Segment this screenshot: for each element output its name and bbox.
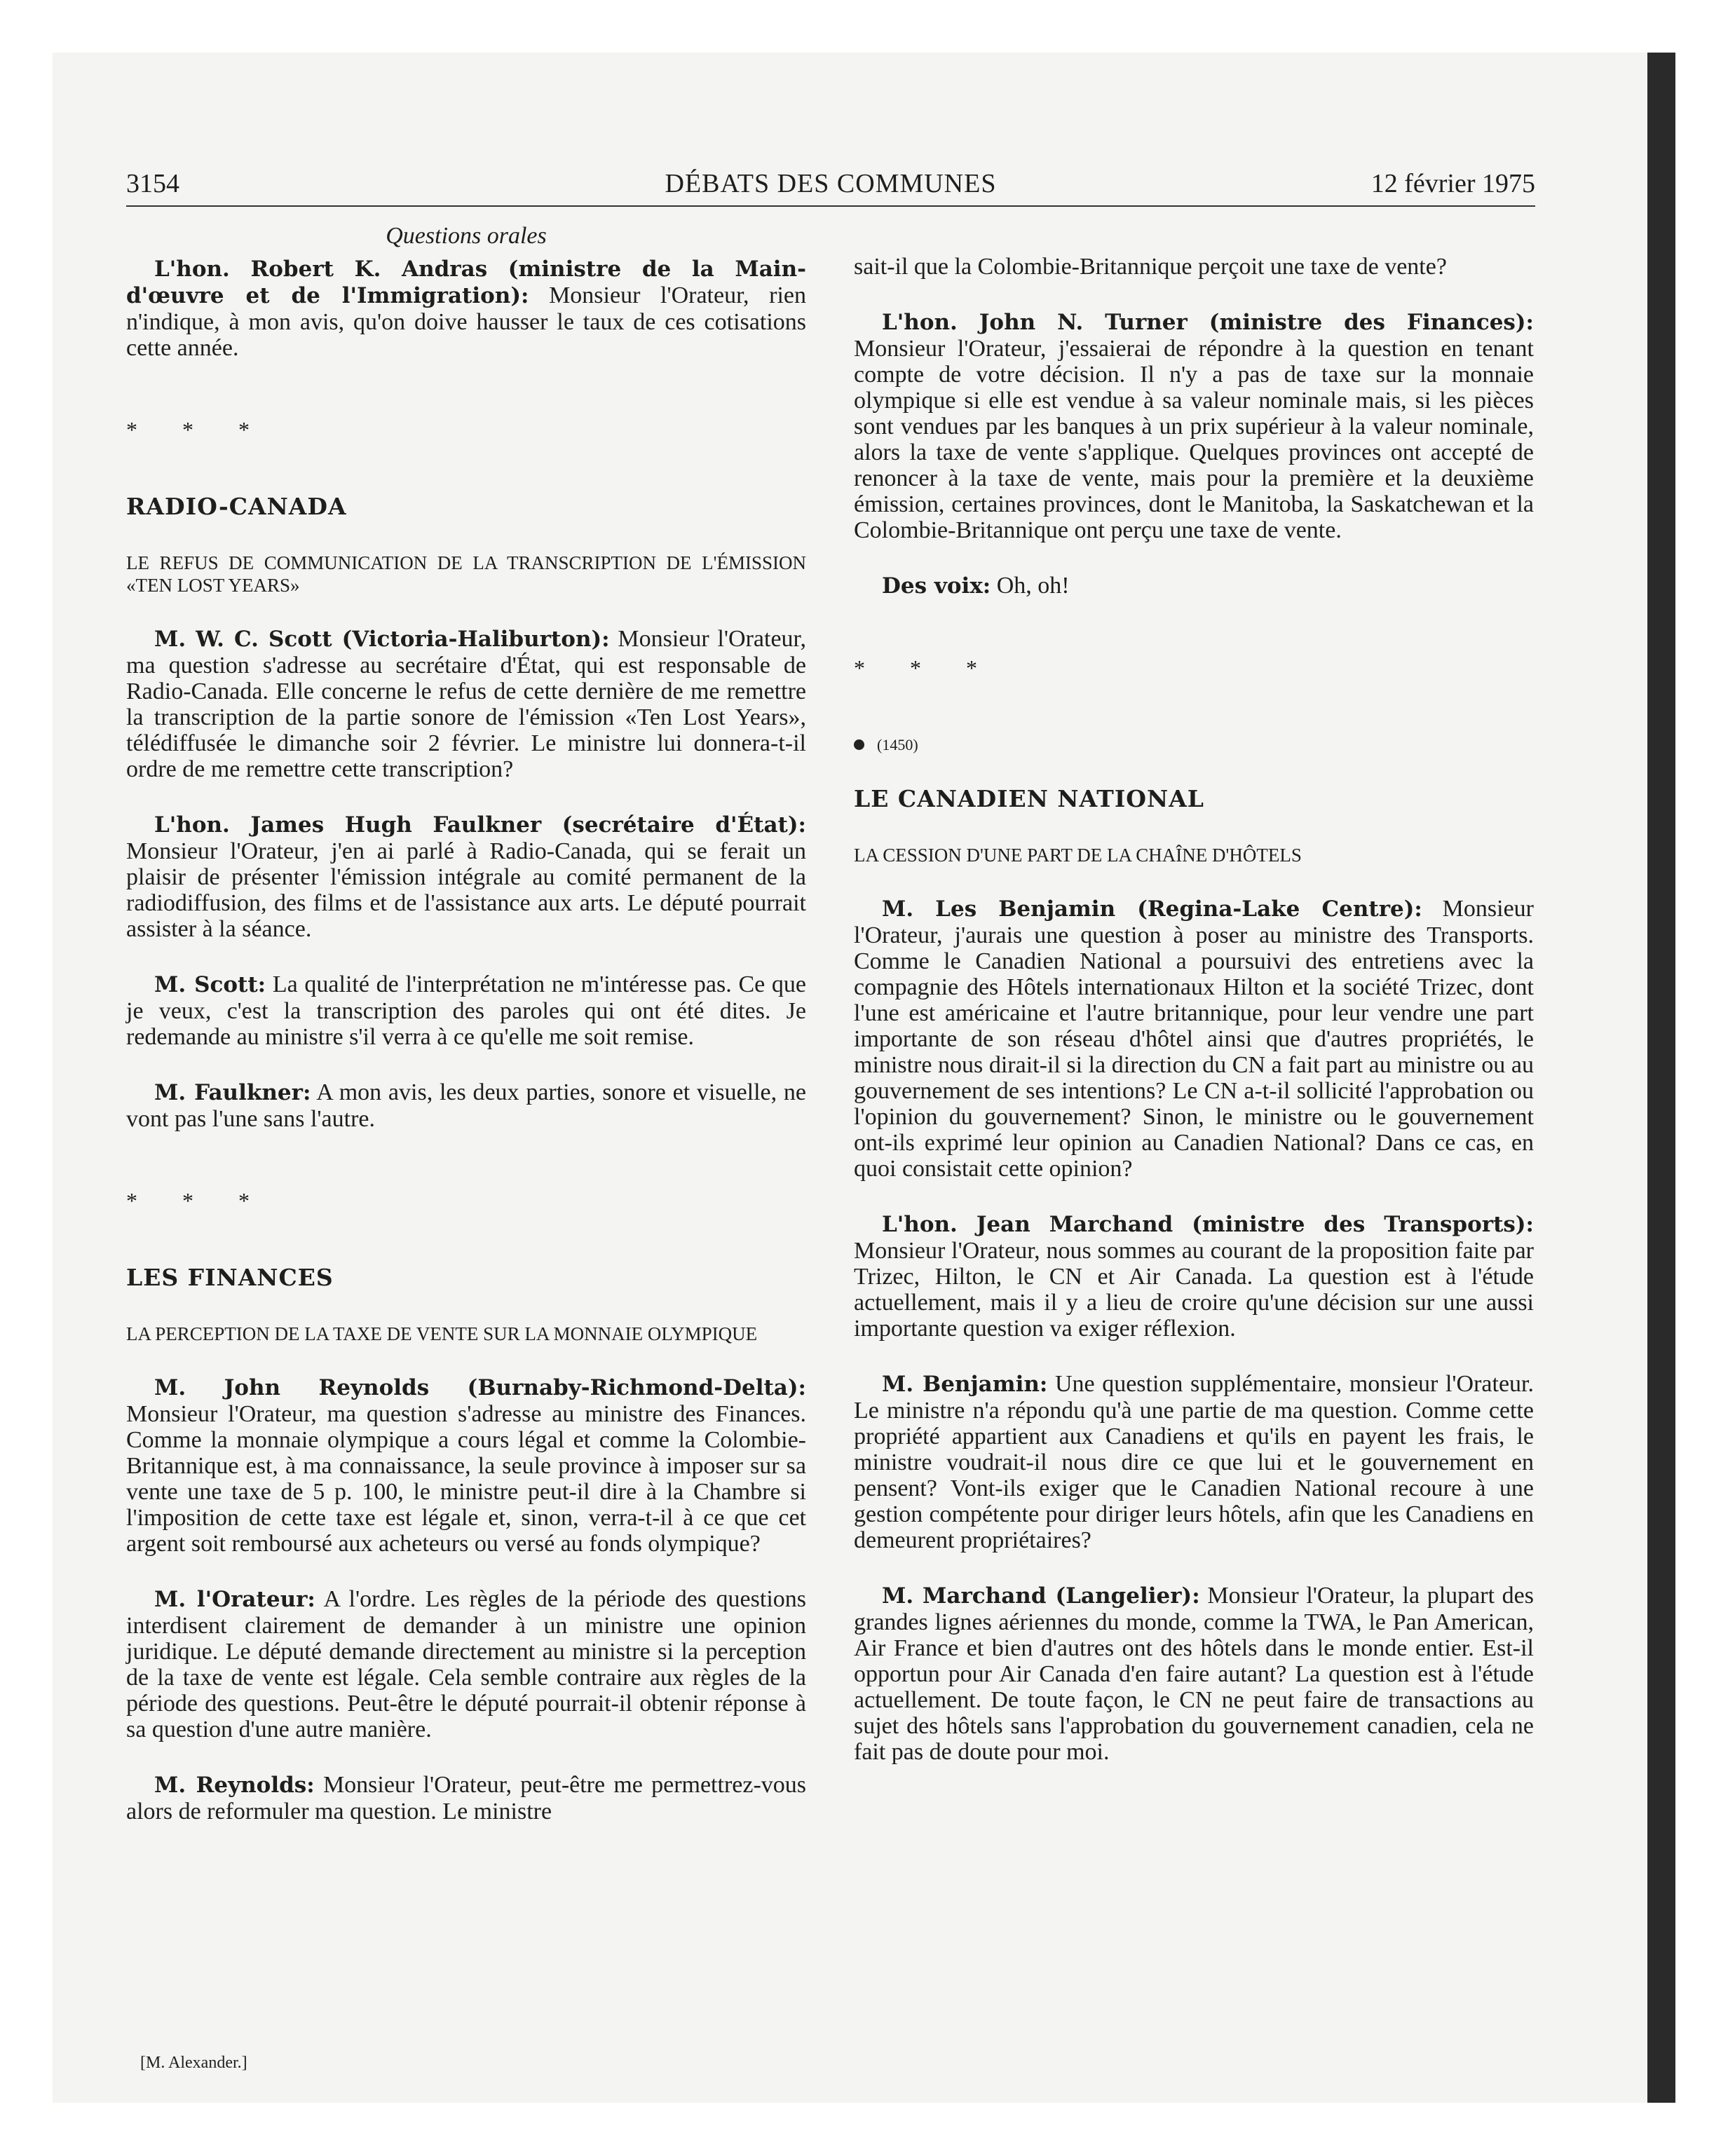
- section-heading: RADIO-CANADA: [126, 493, 347, 520]
- speech-text: A mon avis, les deux parties, sonore et visuelle, ne vont pas l'une sans l'autre.: [126, 1079, 806, 1132]
- speaker-name: M. l'Orateur:: [154, 1587, 315, 1612]
- paragraph: [126, 626, 806, 782]
- speech-text: Oh, oh!: [996, 573, 1070, 599]
- paragraph: [854, 254, 1534, 280]
- speech-text: Monsieur l'Orateur, peut-être me permettrez-vous alors de reformuler ma question. Le ministre: [126, 1772, 807, 1824]
- paragraph: [126, 971, 806, 1050]
- speaker-name: M. John Reynolds (Burnaby-Richmond-Delta):: [154, 1375, 806, 1400]
- section-separator: * * *: [854, 655, 997, 681]
- speaker-name: M. Marchand (Langelier):: [882, 1583, 1200, 1609]
- left-column: [126, 223, 806, 1824]
- speech-text: Monsieur l'Orateur, rien n'indique, à mon avis, qu'on doive hausser le taux de ces cotisations cette année.: [126, 282, 806, 361]
- page-footer-note: [M. Alexander.]: [140, 2054, 247, 2072]
- scan-edge-shadow: [1647, 53, 1675, 2103]
- speech-text: Une question supplémentaire, monsieur l'Orateur. Le ministre n'a répondu qu'à une partie de ma question. Comme cette propriété appartient aux Canadiens et qu'ils en payent les frais, le ministre voudrait-il nous dire ce que lui et le gouvernement en pensent? Vont-ils exiger que le Canadien National recoure à une gestion compétente pour diriger leurs hôtels, afin que les Canadiens en demeurent propriétaires?: [854, 1371, 1535, 1553]
- section-separator: * * *: [126, 417, 269, 442]
- speech-text: A l'ordre. Les règles de la période des questions interdisent clairement de demander à un ministre une opinion juridique. Le député demande directement au ministre si la perception de la taxe de vente est légale. Cela semble contraire aux règles de la période des questions. Peut-être le député pourrait-il obtenir réponse à sa question d'une autre manière.: [126, 1586, 807, 1742]
- speaker-name: M. Scott:: [154, 972, 266, 997]
- page-header: [126, 168, 1535, 202]
- paragraph: [854, 1371, 1534, 1553]
- subsection-heading: LA PERCEPTION DE LA TAXE DE VENTE SUR LA MONNAIE OLYMPIQUE: [126, 1323, 758, 1344]
- speaker-name: M. Les Benjamin (Regina-Lake Centre):: [882, 896, 1422, 922]
- speaker-name: L'hon. James Hugh Faulkner (secrétaire d'État):: [154, 812, 806, 838]
- section-heading: LE CANADIEN NATIONAL: [854, 785, 1205, 812]
- speech-text: Monsieur l'Orateur, j'en ai parlé à Radio-Canada, qui se ferait un plaisir de présenter l'émission intégrale au comité permanent de la radiodiffusion, des films et de l'assistance aux arts. Le député pourrait assister à la séance.: [126, 838, 806, 942]
- paragraph: [126, 1079, 806, 1132]
- paragraph: [126, 1374, 806, 1557]
- speaker-name: L'hon. Jean Marchand (ministre des Transports):: [882, 1212, 1534, 1237]
- header-rule: [126, 205, 1535, 207]
- paragraph: [854, 573, 1534, 599]
- speaker-name: M. Reynolds:: [154, 1773, 315, 1798]
- speaker-name: M. Benjamin:: [882, 1372, 1048, 1397]
- time-marker: [854, 732, 1534, 758]
- bullet-icon: [854, 739, 864, 750]
- speech-text: Monsieur l'Orateur, nous sommes au courant de la proposition faite par Trizec, Hilton, le CN et Air Canada. La question est à l'étude actuellement, mais il y a lieu de croire qu'une décision sur une aussi importante question va exiger réflexion.: [854, 1238, 1534, 1342]
- paragraph: [126, 1586, 806, 1742]
- speech-text: Monsieur l'Orateur, j'essaierai de répondre à la question en tenant compte de votre décision. Il n'y a pas de taxe sur la monnaie olympique si elle est vendue à sa valeur nominale mais, si les pièces sont vendues par les banques à un prix supérieur à la valeur nominale, alors la taxe de vente s'applique. Quelques provinces ont accepté de renoncer à la taxe de vente, mais pour la première et la deuxième émission, certaines provinces, dont le Manitoba, la Saskatchewan et la Colombie-Britannique ont perçu une taxe de vente.: [854, 336, 1534, 543]
- speech-text: La qualité de l'interprétation ne m'intéresse pas. Ce que je veux, c'est la transcription des paroles qui ont été dites. Je redemande au ministre s'il verra à ce qu'elle me soit remise.: [126, 971, 807, 1050]
- speaker-name: M. Faulkner:: [154, 1080, 311, 1105]
- speaker-name: L'hon. Robert K. Andras (ministre de la Main-d'œuvre et de l'Immigration):: [126, 257, 806, 308]
- page-number: 3154: [126, 169, 179, 198]
- subsection-heading: LE REFUS DE COMMUNICATION DE LA TRANSCRIPTION DE L'ÉMISSION «TEN LOST YEARS»: [126, 552, 806, 596]
- section-separator: * * *: [126, 1188, 269, 1213]
- speaker-name: Des voix:: [882, 573, 991, 599]
- time-label: (1450): [877, 736, 918, 753]
- section-tag: Questions orales: [386, 223, 547, 249]
- speech-text: Monsieur l'Orateur, ma question s'adresse au ministre des Finances. Comme la monnaie olympique a cours légal et comme la Colombie-Britannique est, à ma connaissance, la seule province à imposer sur sa vente une taxe de 5 p. 100, le ministre peut-il dire à la Chambre si l'imposition de cette taxe est légale et, sinon, verra-t-il à ce que cet argent soit remboursé aux acheteurs ou versé au fonds olympique?: [126, 1401, 806, 1557]
- speech-text: Monsieur l'Orateur, la plupart des grandes lignes aériennes du monde, comme la TWA, le Pan American, Air France et bien d'autres ont des hôtels dans le monde entier. Est-il opportun pour Air Canada d'en faire autant? La question est à l'étude actuellement. De toute façon, le CN ne peut faire de transactions au sujet des hôtels sans l'approbation du gouvernement canadien, cela ne fait pas de doute pour moi.: [854, 1583, 1535, 1765]
- section-heading: LES FINANCES: [126, 1264, 334, 1291]
- publication-title: DÉBATS DES COMMUNES: [665, 169, 997, 198]
- speech-text: Monsieur l'Orateur, j'aurais une question à poser au ministre des Transports. Comme le Canadien National a poursuivi des entretiens avec la compagnie des Hôtels internationaux Hilton et la société Trizec, dont l'une est américaine et l'autre britannique, pour leur vendre une part importante de son réseau d'hôtel ainsi que d'autres propriétés, le ministre nous dirait-il si la direction du CN a fait part au ministre ou au gouvernement de ses intentions? Le CN a-t-il sollicité l'approbation ou l'opinion du gouvernement? Sinon, le ministre ou le gouvernement ont-ils exprimé leur opinion au Canadien National? Dans ce cas, en quoi consistait cette opinion?: [854, 896, 1534, 1182]
- page-date: 12 février 1975: [1370, 169, 1535, 198]
- speaker-name: L'hon. John N. Turner (ministre des Finances):: [882, 310, 1534, 335]
- right-column: [854, 254, 1534, 1765]
- paragraph: [126, 812, 806, 942]
- speech-text: Monsieur l'Orateur, ma question s'adresse au secrétaire d'État, qui est responsable de Radio-Canada. Elle concerne le refus de cette dernière de me remettre la transcription de la partie sonore de l'émission «Ten Lost Years», télédiffusée le dimanche soir 2 février. Le ministre lui donnera-t-il ordre de me remettre cette transcription?: [126, 626, 807, 782]
- paragraph: [126, 256, 806, 361]
- paragraph: [854, 1583, 1534, 1765]
- subsection-heading: LA CESSION D'UNE PART DE LA CHAÎNE D'HÔTELS: [854, 845, 1302, 866]
- paragraph: [854, 1211, 1534, 1342]
- speaker-name: M. W. C. Scott (Victoria-Haliburton):: [154, 627, 610, 652]
- paragraph: [854, 309, 1534, 543]
- speech-text: sait-il que la Colombie-Britannique perçoit une taxe de vente?: [854, 254, 1447, 280]
- paragraph: [854, 896, 1534, 1182]
- paragraph: [126, 1772, 806, 1824]
